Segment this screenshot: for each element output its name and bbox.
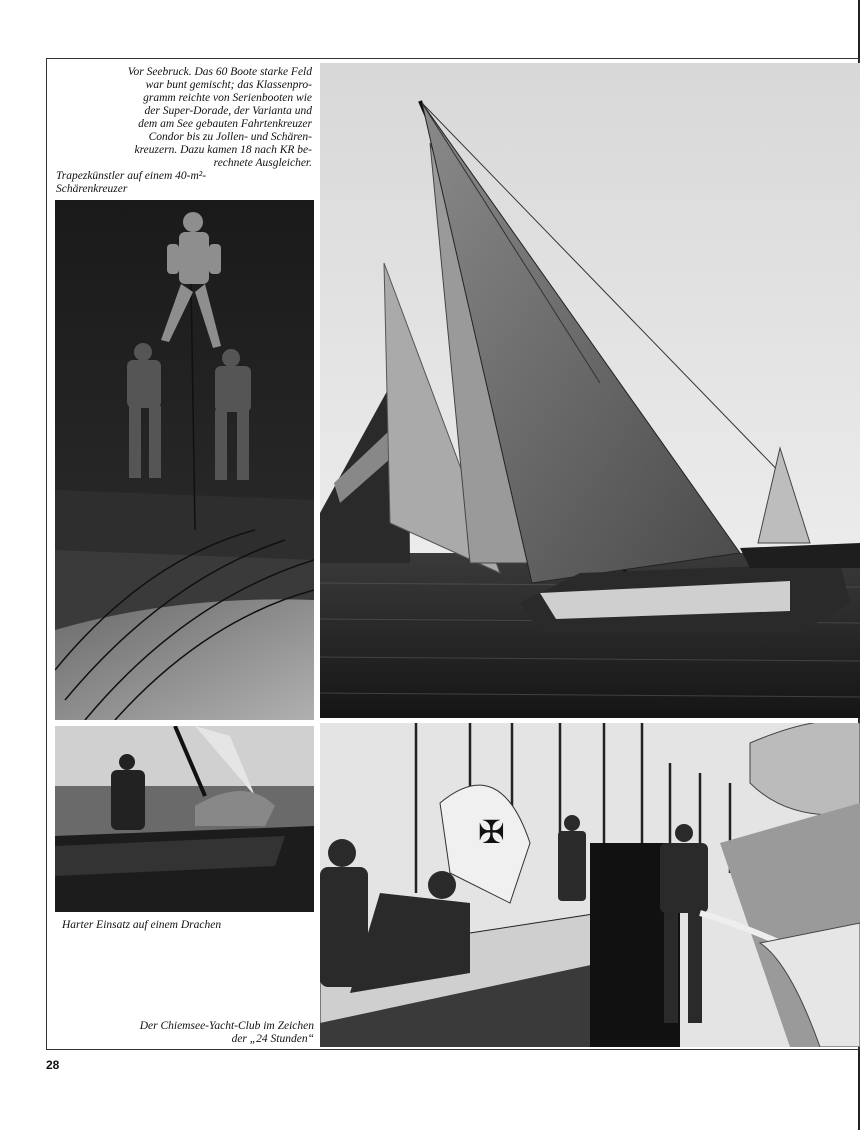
- page-number: 28: [46, 1058, 60, 1072]
- caption-line: Condor bis zu Jollen- und Schären-: [148, 131, 312, 143]
- photo-drachen: [55, 726, 314, 912]
- caption-line: Der Chiemsee-Yacht-Club im Zeichen: [139, 1020, 314, 1032]
- photo-drachen-svg: [55, 726, 314, 912]
- svg-text:✠: ✠: [478, 813, 505, 851]
- caption-line: der Super-Dorade, der Varianta und: [144, 105, 312, 117]
- photo-regatta-seebruck: [320, 63, 860, 718]
- caption-line: Schärenkreuzer: [56, 183, 128, 195]
- caption-line: kreuzern. Dazu kamen 18 nach KR be-: [134, 144, 312, 156]
- photo-regatta-svg: [320, 63, 860, 718]
- photo-chiemsee-yacht-club: [320, 723, 860, 1047]
- caption-line: der „24 Stunden“: [231, 1033, 314, 1045]
- photo-trapeze-artists: [55, 200, 314, 720]
- caption-line: gramm reichte von Serienbooten wie: [143, 92, 312, 104]
- caption-line: Trapezkünstler auf einem 40-m²-: [56, 170, 207, 182]
- caption-line: Vor Seebruck. Das 60 Boote starke Feld: [127, 66, 312, 78]
- caption-chiemsee: [58, 1020, 314, 1046]
- caption-line: war bunt gemischt; das Klassenpro-: [145, 79, 312, 91]
- photo-trapeze-svg: [55, 200, 314, 720]
- caption-drachen: Harter Einsatz auf einem Drachen: [62, 919, 222, 931]
- photo-harbour-svg: [320, 723, 860, 1047]
- caption-trapez: [56, 170, 314, 196]
- caption-line: rechnete Ausgleicher.: [213, 157, 312, 169]
- caption-line: dem am See gebauten Fahrtenkreuzer: [138, 118, 312, 130]
- caption-seebruck: [58, 66, 312, 170]
